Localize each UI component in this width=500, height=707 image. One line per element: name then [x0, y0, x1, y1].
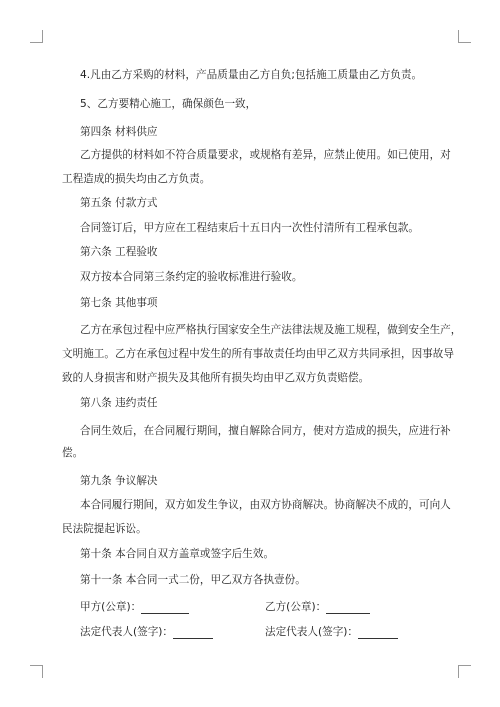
article-9-text-line-2: 民法院提起诉讼。	[62, 523, 147, 535]
article-7-text-line-2: 文明施工。乙方在承包过程中发生的所有事故责任均由甲乙双方共同承担，因事故导	[62, 348, 454, 360]
article-7-text-line-1: 乙方在承包过程中应严格执行国家安全生产法律法规及施工规程，做到安全生产，	[80, 324, 462, 336]
party-a-seal-field[interactable]	[80, 600, 189, 614]
article-7-text-line-3: 致的人身损害和财产损失及其他所有损失均由甲乙双方负责赔偿。	[62, 372, 370, 384]
party-b-seal-label: 乙方(公章)：	[265, 601, 327, 613]
crop-mark-bottom-left	[30, 665, 43, 678]
article-5-heading: 第五条 付款方式	[80, 197, 158, 209]
party-a-seal-blank[interactable]	[141, 602, 189, 614]
party-b-rep-blank[interactable]	[358, 627, 398, 639]
article-8-text-line-2: 偿。	[62, 447, 84, 459]
clause-item-5: 5、乙方要精心施工，确保颜色一致，	[80, 98, 257, 110]
article-7-heading: 第七条 其他事项	[80, 297, 158, 309]
party-b-seal-field[interactable]	[265, 600, 370, 614]
crop-mark-top-left	[30, 30, 43, 43]
article-4-heading: 第四条 材料供应	[80, 126, 158, 138]
article-10: 第十条 本合同自双方盖章或签字后生效。	[80, 548, 275, 560]
signature-row-representative	[80, 625, 420, 639]
article-5-text: 合同签订后，甲方应在工程结束后十五日内一次性付清所有工程承包款。	[80, 222, 419, 234]
party-a-rep-label: 法定代表人(签字)：	[80, 626, 174, 638]
article-8-text-line-1: 合同生效后，在合同履行期间，擅自解除合同方，使对方造成的损失，应进行补	[80, 425, 451, 437]
article-8-heading: 第八条 违约责任	[80, 397, 158, 409]
party-a-rep-blank[interactable]	[173, 627, 213, 639]
party-b-rep-label: 法定代表人(签字)：	[265, 626, 359, 638]
crop-mark-top-right	[458, 30, 471, 43]
party-b-rep-field[interactable]	[265, 625, 398, 639]
signature-row-seal	[80, 600, 420, 614]
article-4-text-line-2: 工程造成的损失均由乙方负责。	[62, 173, 211, 185]
article-9-text-line-1: 本合同履行期间，双方如发生争议，由双方协商解决。协商解决不成的，可向人	[80, 499, 451, 511]
article-4-text-line-1: 乙方提供的材料如不符合质量要求，或规格有差异，应禁止使用。如已使用，对	[80, 149, 451, 161]
article-6-heading: 第六条 工程验收	[80, 246, 158, 258]
party-b-seal-blank[interactable]	[326, 602, 370, 614]
clause-item-4: 4.凡由乙方采购的材料，产品质量由乙方自负;包括施工质量由乙方负责。	[80, 69, 423, 81]
party-a-seal-label: 甲方(公章)：	[80, 601, 142, 613]
crop-mark-bottom-right	[458, 665, 471, 678]
article-6-text: 双方按本合同第三条约定的验收标准进行验收。	[80, 271, 303, 283]
article-11: 第十一条 本合同一式二份，甲乙双方各执壹份。	[80, 574, 306, 586]
party-a-rep-field[interactable]	[80, 625, 213, 639]
article-9-heading: 第九条 争议解决	[80, 475, 158, 487]
